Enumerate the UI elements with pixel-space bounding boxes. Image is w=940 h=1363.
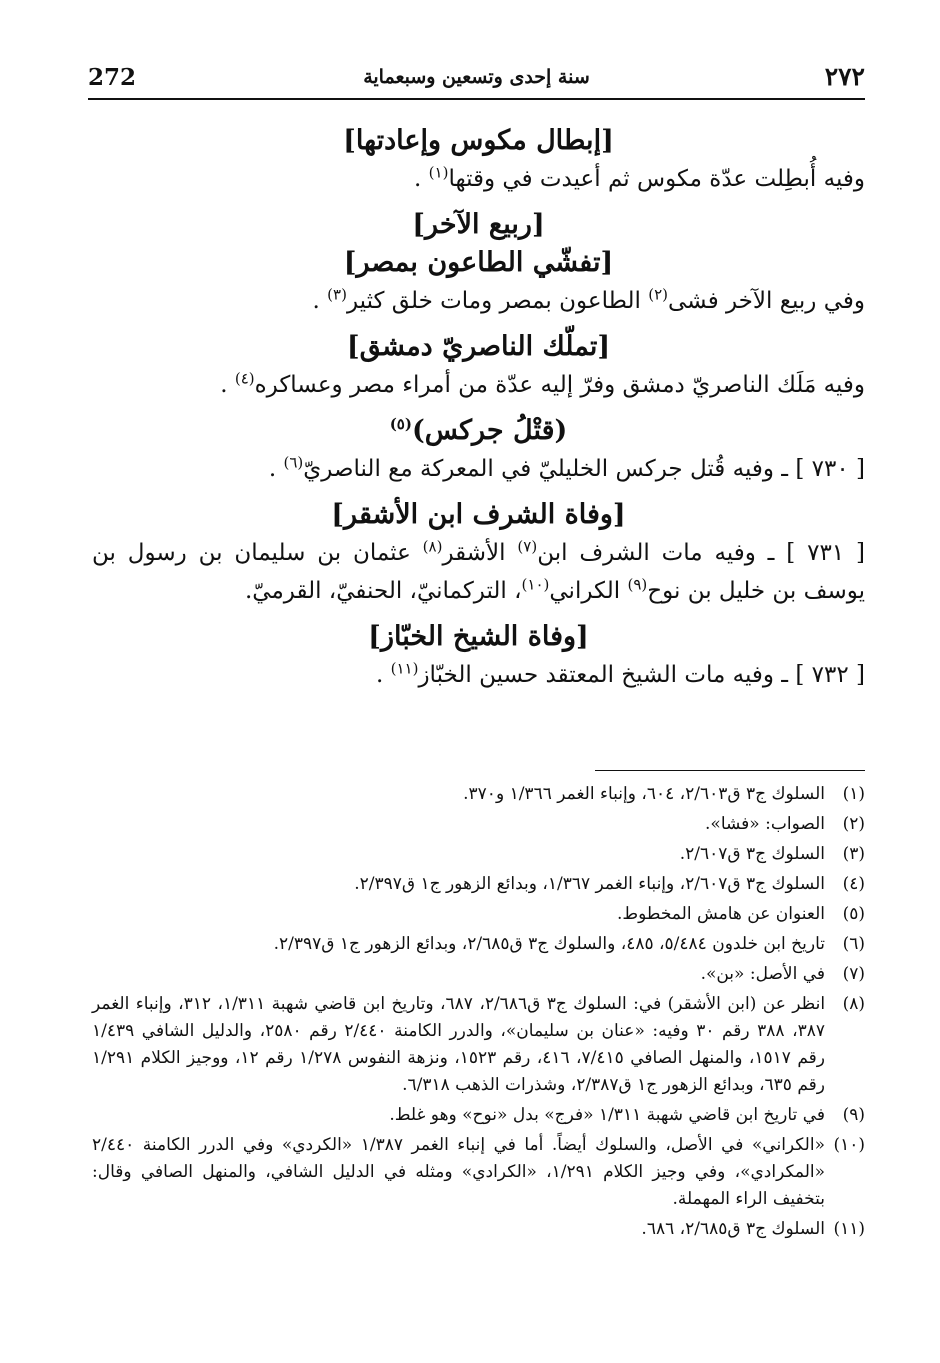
text-run: وفيه مَلَك الناصريّ دمشق وفرّ إليه عدّة من أمراء مصر وعساكره (254, 372, 865, 398)
footnote-ref[interactable]: (١) (428, 163, 449, 182)
section-heading (92, 618, 865, 656)
section-heading (92, 328, 865, 366)
running-title: سنة إحدى وتسعين وسبعماية (363, 66, 590, 88)
footnote (92, 871, 865, 898)
footnote (92, 901, 865, 928)
footnote (92, 1102, 865, 1129)
footnote (92, 811, 865, 838)
footnote-number: (٦) (842, 934, 865, 954)
paragraph (92, 534, 865, 610)
footnote-number: (٩) (842, 1105, 865, 1125)
footnote-ref[interactable]: (٦) (283, 453, 304, 472)
main-text (92, 122, 865, 702)
footnote-number: (٧) (842, 964, 865, 984)
section-heading (92, 122, 865, 160)
paragraph (92, 282, 865, 320)
text-run: [إبطال مكوس وإعادتها] (343, 125, 614, 156)
text-run: [تفشّي الطاعون بمصر] (343, 247, 614, 278)
footnote (92, 961, 865, 988)
footnote-text: العنوان عن هامش المخطوط. (616, 904, 825, 924)
footnote-ref[interactable]: (٨) (422, 537, 443, 556)
text-run: . (312, 288, 328, 314)
footnote-number: (٥) (842, 904, 865, 924)
text-run: ، التركمانيّ، الحنفيّ، القرميّ. (244, 578, 522, 604)
text-run: وفيه أُبطِلت عدّة مكوس ثم أعيدت في وقتها (448, 166, 865, 192)
footnote-number: (٨) (842, 994, 865, 1014)
footnote (92, 1216, 865, 1243)
footnote-text: السلوك ج٣ ق٢/٦٠٧. (679, 844, 825, 864)
paragraph (92, 656, 865, 694)
page-header (88, 62, 865, 96)
text-run: [ ٧٣١ ] ـ وفيه مات الشرف ابن (537, 540, 865, 566)
footnote-ref[interactable]: (١١) (390, 659, 419, 678)
text-run: . (375, 662, 391, 688)
text-run: الأشقر (442, 540, 518, 566)
footnote-text: السلوك ج٣ ق٢/٦٠٣، ٦٠٤، وإنباء الغمر ١/٣٦٦ و٣٧٠. (463, 784, 825, 804)
footnote-ref[interactable]: (٩) (627, 575, 648, 594)
paragraph (92, 160, 865, 198)
footnote (92, 1132, 865, 1213)
footnote-ref[interactable]: (٤) (234, 369, 255, 388)
text-run: . (220, 372, 235, 398)
footnote-text: تاريخ ابن خلدون ٥/٤٨٤، ٤٨٥، والسلوك ج٣ ق٢/٦٨٥، وبدائع الزهور ج١ ق٢/٣٩٧. (273, 934, 825, 954)
paragraph (92, 450, 865, 488)
text-run: [وفاة الشرف ابن الأشقر] (331, 499, 626, 530)
footnotes (92, 770, 865, 1246)
text-run: الكراني (549, 578, 628, 604)
text-run: عثمان بن سليمان بن رسول بن يوسف بن خليل بن نوح (92, 540, 865, 604)
footnote-text: الصواب: «فشا». (705, 814, 825, 834)
footnote-ref[interactable]: (١٠) (521, 575, 550, 594)
text-run: [ ٧٣٠ ] ـ وفيه قُتل جركس الخليليّ في المعركة مع الناصريّ (303, 456, 865, 482)
paragraph (92, 366, 865, 404)
footnote (92, 991, 865, 1099)
footnote-text: «الكراني» في الأصل، والسلوك أيضاً. أما في إنباء الغمر ١/٣٨٧ «الكردي» وفي الدرر الكامنة ٢/٤٤٠ «المكرادي»، وفي وجيز الكلام ١/٢٩١، «الكرادي» ومثله في الدليل الشافي، والمنهل الصافي وقال: بتخفيف الراء المهملة. (92, 1135, 825, 1209)
footnote (92, 931, 865, 958)
section-heading (92, 412, 865, 450)
text-run: وفي ربيع الآخر فشى (668, 288, 865, 314)
footnote-number: (٤) (842, 874, 865, 894)
footnote-ref[interactable]: (٥) (389, 415, 412, 433)
text-run: (قتْلُ جركس) (411, 415, 568, 446)
footnote-number: (٢) (842, 814, 865, 834)
text-run: [ ٧٣٢ ] ـ وفيه مات الشيخ المعتقد حسين الخبّاز (418, 662, 865, 688)
footnote (92, 781, 865, 808)
text-run: [تملّك الناصريّ دمشق] (346, 331, 611, 362)
footnote-list (92, 781, 865, 1243)
footnote (92, 841, 865, 868)
footnote-number: (٣) (842, 844, 865, 864)
text-run: . (414, 166, 429, 192)
footnote-number: (١) (842, 784, 865, 804)
footnote-text: في تاريخ ابن قاضي شهبة ١/٣١١ «فرج» بدل «نوح» وهو غلط. (389, 1105, 825, 1125)
footnote-text: انظر عن (ابن الأشقر) في: السلوك ج٣ ق٢/٦٨٦، ٦٨٧، وتاريخ ابن قاضي شهبة ١/٣١١، ٣١٢، وإنباء الغمر ٣٨٧، ٣٨٨ رقم ٣٠ وفيه: «عنان بن سليمان»، والدرر الكامنة ٢/٤٤٠ رقم ٢٥٨٠، والدليل الشافي ١/٤٣٩ رقم ١٥١٧، والمنهل الصافي ٧/٤١٥، ٤١٦، رقم ١٥٢٣، ونزهة النفوس ١/٢٧٨ رقم ١٢، ووجيز الكلام ١/٢٩١ رقم ٦٣٥، وبدائع الزهور ج١ ق٢/٣٨٧، وشذرات الذهب ٦/٣١٨. (92, 994, 826, 1095)
page-number-latin: 272 (88, 64, 137, 91)
page-number-arabic: ٢٧٢ (824, 62, 865, 91)
footnote-number: (١٠) (833, 1135, 865, 1155)
footnote-text: في الأصل: «بن». (700, 964, 825, 984)
section-heading (92, 244, 865, 282)
footnote-rule (595, 770, 865, 771)
text-run: [وفاة الشيخ الخبّاز] (368, 621, 589, 652)
text-run: الطاعون بمصر ومات خلق كثير (346, 288, 649, 314)
section-heading (92, 206, 865, 244)
footnote-ref[interactable]: (٢) (648, 285, 668, 304)
footnote-ref[interactable]: (٧) (517, 537, 538, 556)
footnote-ref[interactable]: (٣) (327, 285, 347, 304)
section-heading (92, 496, 865, 534)
text-run: [ربيع الآخر] (412, 209, 545, 240)
header-rule (88, 98, 865, 100)
footnote-number: (١١) (833, 1219, 865, 1239)
footnote-text: السلوك ج٣ ق٢/٦٠٧، وإنباء الغمر ١/٣٦٧، وبدائع الزهور ج١ ق٢/٣٩٧. (354, 874, 825, 894)
footnote-text: السلوك ج٣ ق٢/٦٨٥، ٦٨٦. (641, 1219, 825, 1239)
text-run: . (268, 456, 284, 482)
